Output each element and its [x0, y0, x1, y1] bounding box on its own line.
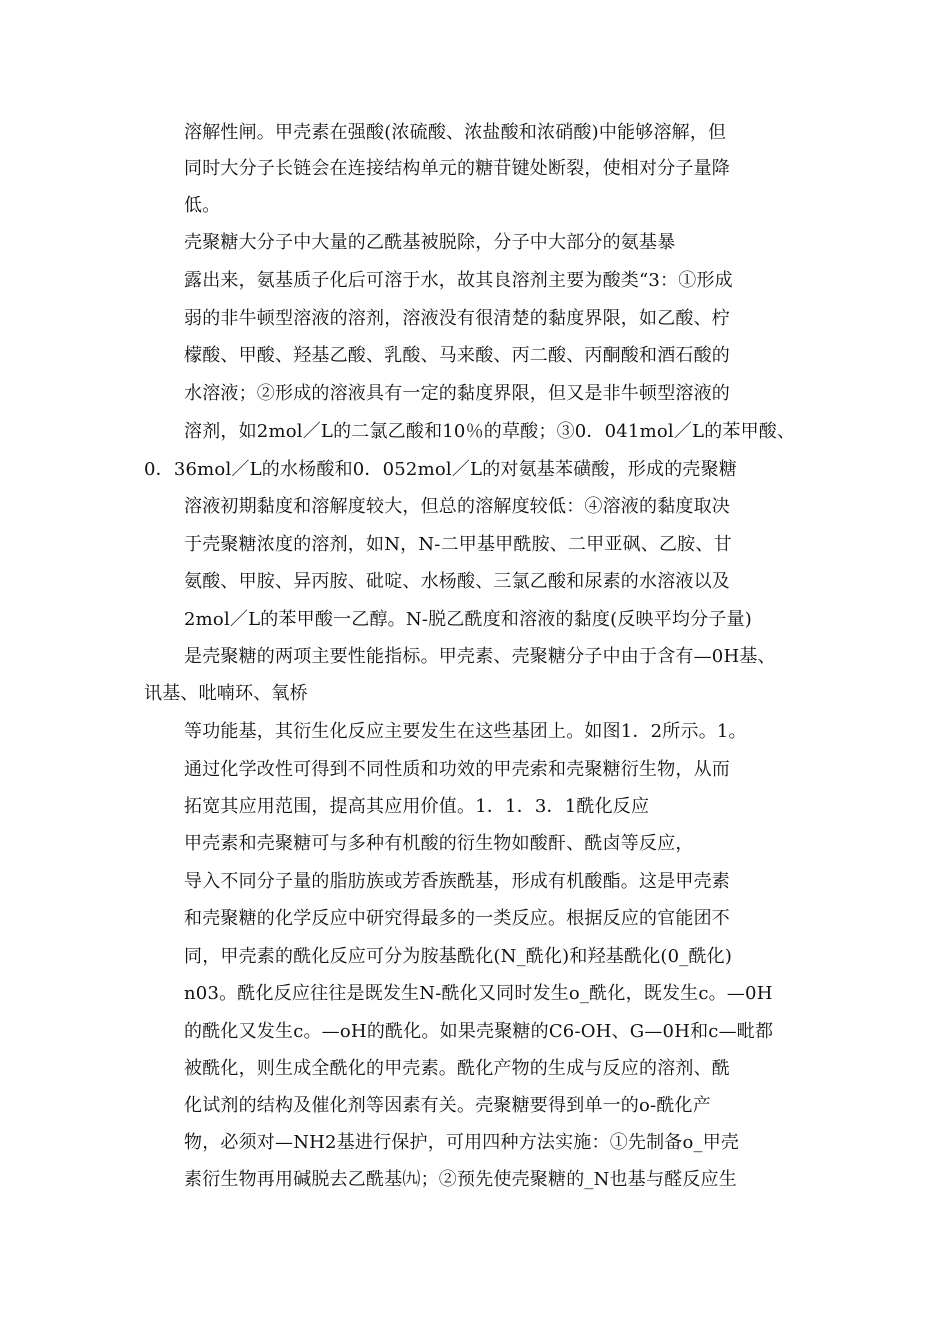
text-line: 化试剂的结构及催化剂等因素有关。壳聚糖要得到单一的o-酰化产 — [184, 1095, 711, 1116]
text-line: n03。酰化反应往往是既发生N-酰化又同时发生o_酰化，既发生c。—0H — [184, 983, 773, 1004]
text-line: 0．36mol／L的水杨酸和0．052mol／L的对氨基苯磺酸，形成的壳聚糖 — [144, 459, 737, 480]
text-line: 壳聚糖大分子中大量的乙酰基被脱除，分子中大部分的氨基暴 — [184, 232, 676, 253]
text-line: 溶解性闸。甲壳素在强酸(浓硫酸、浓盐酸和浓硝酸)中能够溶解，但 — [184, 122, 727, 143]
text-line: 低。 — [184, 195, 221, 216]
text-line: 同，甲壳素的酰化反应可分为胺基酰化(N_酰化)和羟基酰化(0_酰化) — [184, 946, 733, 967]
text-line: 于壳聚糖浓度的溶剂，如N，N-二甲基甲酰胺、二甲亚砜、乙胺、甘 — [184, 534, 732, 555]
text-line: 溶液初期黏度和溶解度较大，但总的溶解度较低：④溶液的黏度取决 — [184, 496, 730, 517]
text-line: 被酰化，则生成全酰化的甲壳素。酰化产物的生成与反应的溶剂、酰 — [184, 1058, 730, 1079]
text-line: 溶剂，如2mol／L的二氯乙酸和10％的草酸；③0．041mol／L的苯甲酸、 — [184, 421, 796, 442]
text-line: 是壳聚糖的两项主要性能指标。甲壳素、壳聚糖分子中由于含有—0H基、 — [184, 646, 776, 667]
text-line: 导入不同分子量的脂肪族或芳香族酰基，形成有机酸酯。这是甲壳素 — [184, 871, 730, 892]
text-line: 的酰化又发生c。—oH的酰化。如果壳聚糖的C6-OH、G—0H和c—毗都 — [184, 1021, 774, 1042]
text-line: 讯基、吡喃环、氧桥 — [144, 683, 308, 704]
text-line: 2mol／L的苯甲酸一乙醇。N-脱乙酰度和溶液的黏度(反映平均分子量) — [184, 609, 752, 630]
text-line: 等功能基，其衍生化反应主要发生在这些基团上。如图1．2所示。1。 — [184, 721, 747, 742]
text-line: 拓宽其应用范围，提高其应用价值。1．1．3．1酰化反应 — [184, 796, 650, 817]
text-line: 素衍生物再用碱脱去乙酰基㈨；②预先使壳聚糖的_N也基与醛反应生 — [184, 1169, 737, 1190]
text-line: 水溶液；②形成的溶液具有一定的黏度界限，但又是非牛顿型溶液的 — [184, 383, 730, 404]
text-line: 弱的非牛顿型溶液的溶剂，溶液没有很清楚的黏度界限，如乙酸、柠 — [184, 308, 730, 329]
text-line: 檬酸、甲酸、羟基乙酸、乳酸、马来酸、丙二酸、丙酮酸和酒石酸的 — [184, 345, 730, 366]
text-line: 和壳聚糖的化学反应中研究得最多的一类反应。根据反应的官能团不 — [184, 908, 730, 929]
text-line: 氨酸、甲胺、异丙胺、砒啶、水杨酸、三氯乙酸和尿素的水溶液以及 — [184, 571, 730, 592]
text-line: 甲壳素和壳聚糖可与多种有机酸的衍生物如酸酐、酰卤等反应， — [184, 833, 694, 854]
text-line: 通过化学改性可得到不同性质和功效的甲壳索和壳聚糖衍生物，从而 — [184, 759, 730, 780]
text-line: 同时大分子长链会在连接结构单元的糖苷键处断裂，使相对分子量降 — [184, 158, 730, 179]
text-line: 物，必须对—NH2基进行保护，可用四种方法实施：①先制备o_甲壳 — [184, 1132, 740, 1153]
text-line: 露出来，氨基质子化后可溶于水，故其良溶剂主要为酸类“3：①形成 — [184, 270, 733, 291]
